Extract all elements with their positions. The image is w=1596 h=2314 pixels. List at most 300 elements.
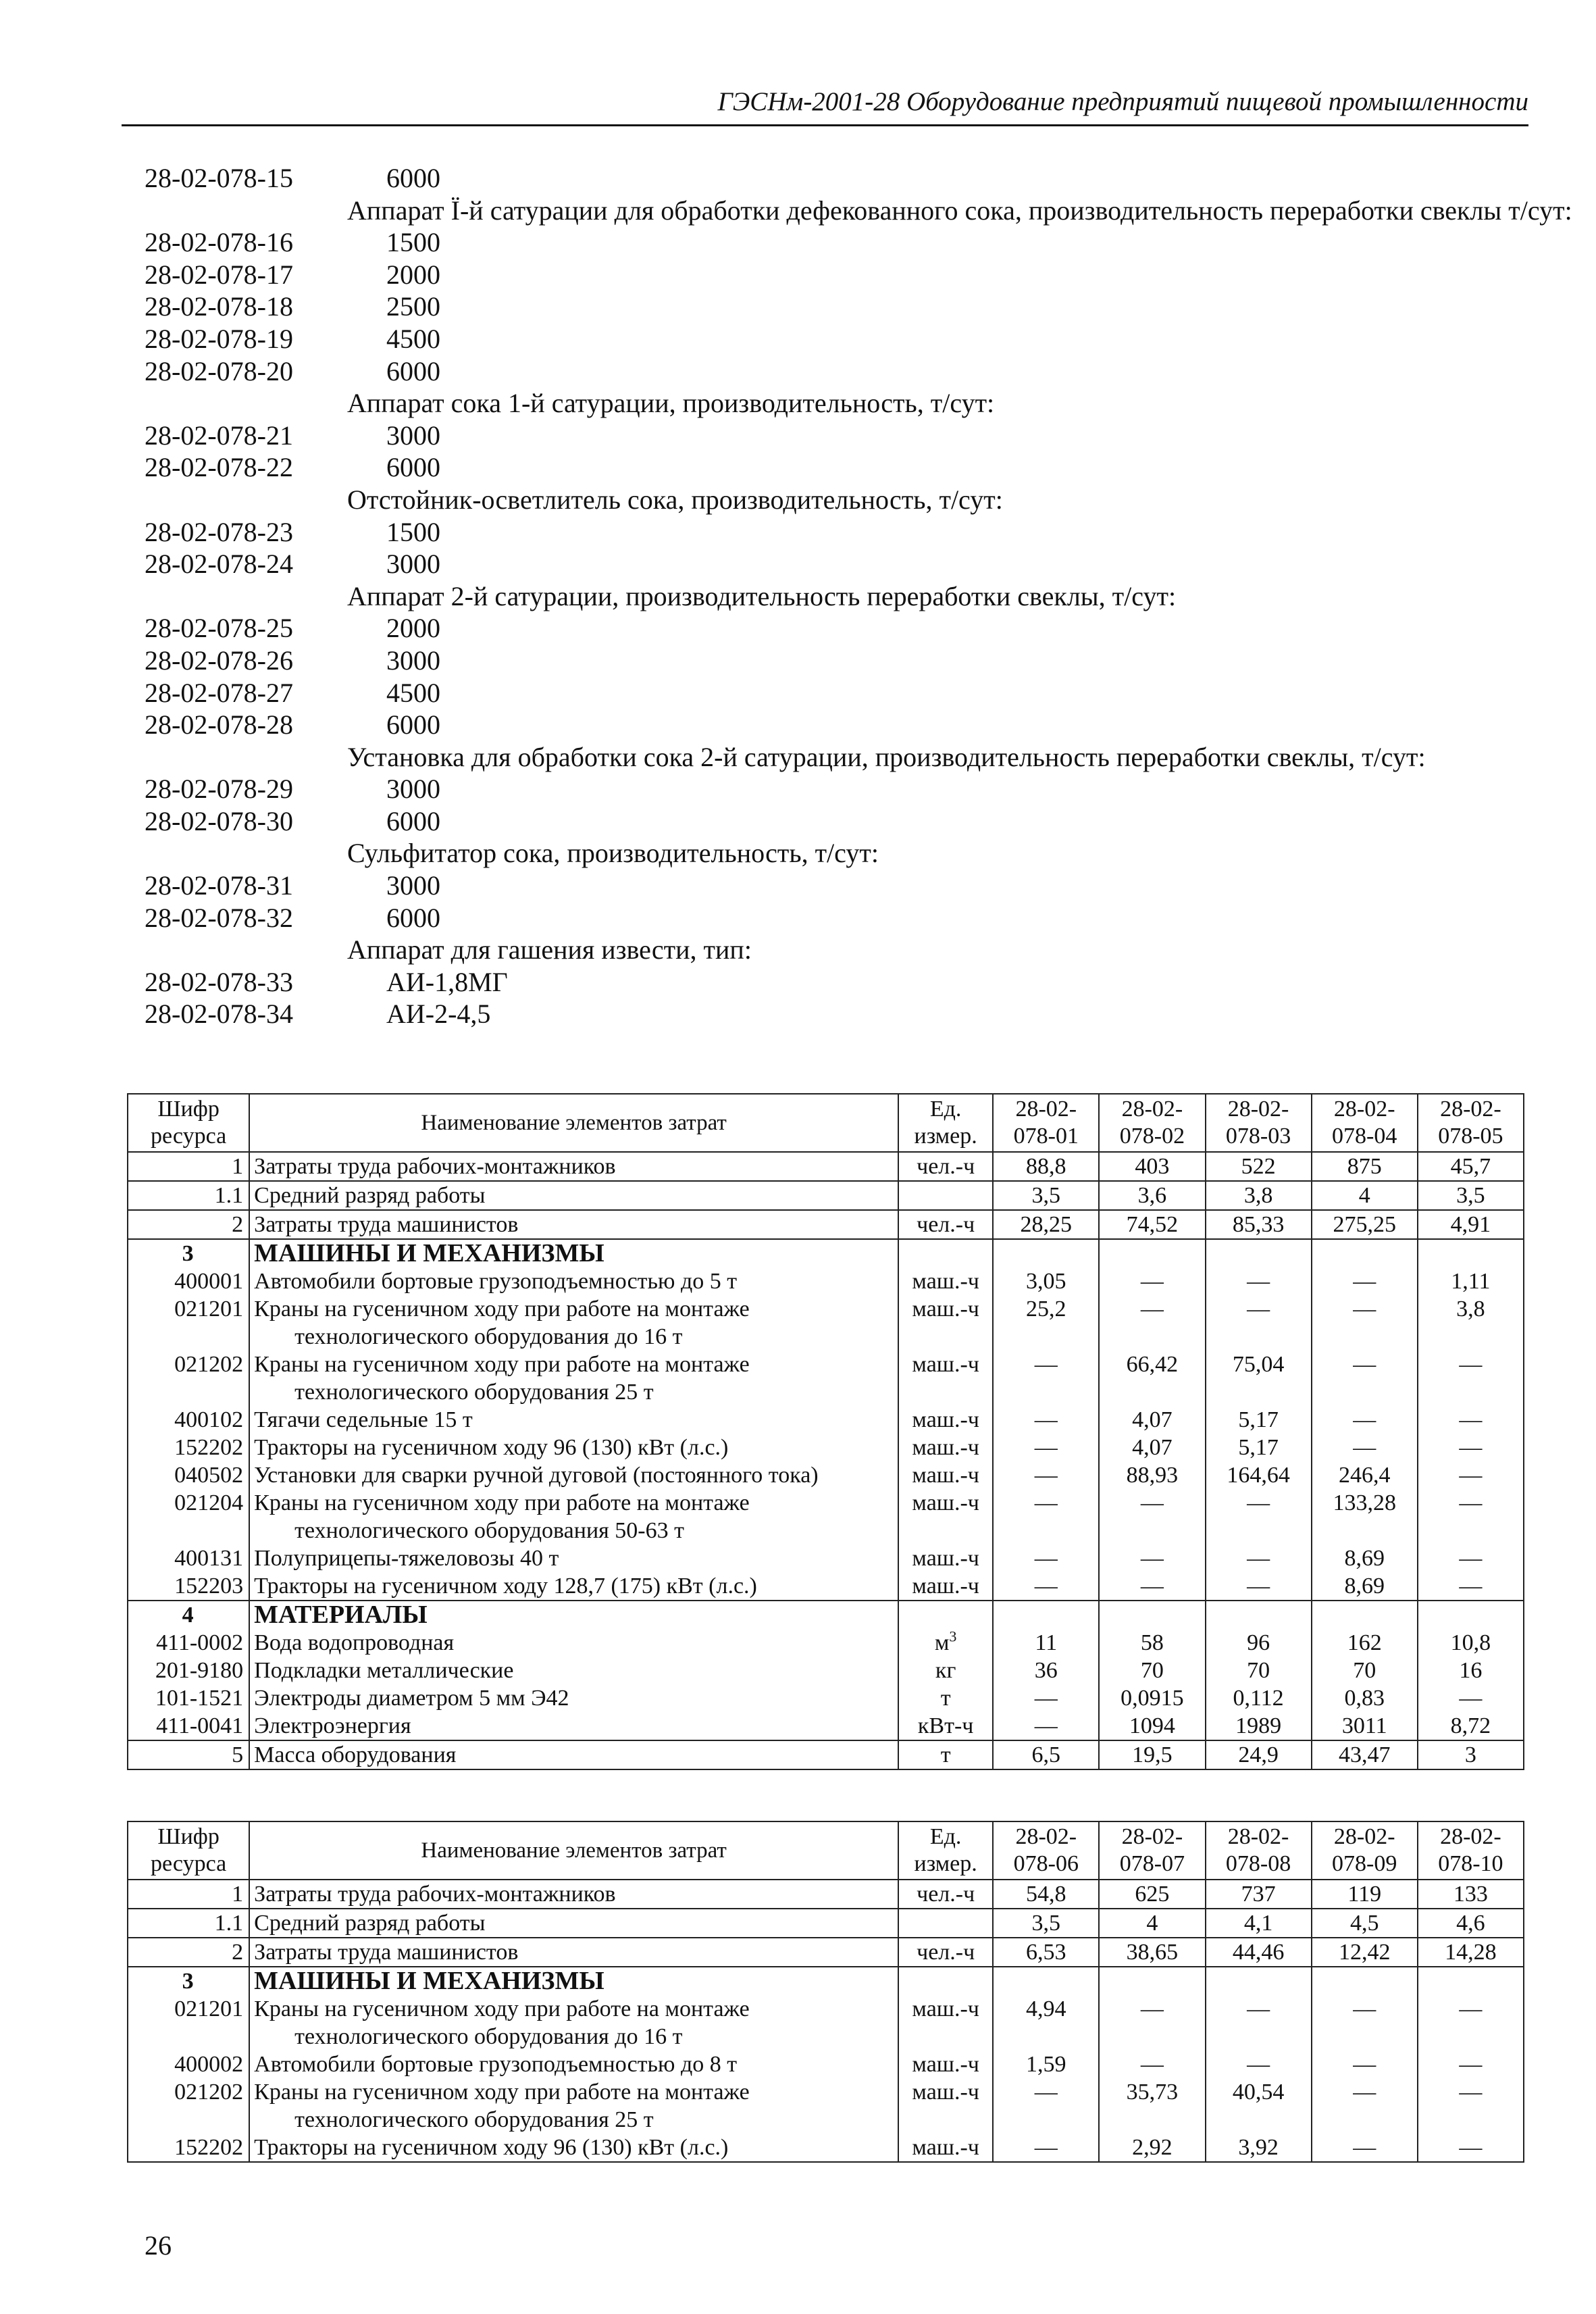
list-item-code: 28-02-078-17 (145, 259, 293, 290)
table-row (128, 1434, 1524, 1461)
list-item-value: 6000 (386, 805, 440, 836)
table-row (128, 1489, 1524, 1544)
unit-exponent: 3 (949, 1628, 957, 1645)
header-norm-code: 28-02-078-10 (1418, 1821, 1524, 1880)
value-cell: 162 (1312, 1629, 1418, 1657)
list-item (145, 548, 1596, 580)
unit-text: кг (935, 1658, 956, 1683)
value-cell: — (1418, 1434, 1524, 1461)
value-cell: 66,42 (1099, 1351, 1205, 1406)
value-cell: — (1099, 2051, 1205, 2078)
header-norm-code: 28-02-078-07 (1099, 1821, 1205, 1880)
list-item (145, 773, 1596, 805)
value-cell: 38,65 (1099, 1938, 1205, 1967)
value-cell (1312, 1601, 1418, 1629)
list-item-value: АИ-2-4,5 (386, 999, 491, 1030)
value-cell: — (1418, 1572, 1524, 1601)
list-item (145, 259, 1596, 291)
cost-element-name-line: Краны на гусеничном ходу при работе на монтаже (254, 2080, 750, 2105)
cost-element-name-continuation: технологического оборудования 25 т (294, 2107, 654, 2132)
cost-element-name-line: Автомобили бортовые грузоподъемностью до 8 т (254, 2052, 738, 2077)
header-norm-code: 28-02-078-01 (993, 1094, 1099, 1152)
list-item (145, 291, 1596, 323)
table-row (128, 1740, 1524, 1769)
value-cell: 875 (1312, 1152, 1418, 1181)
list-item-code: 28-02-078-25 (145, 613, 293, 644)
value-cell: — (1418, 2134, 1524, 2162)
value-cell: 737 (1206, 1880, 1312, 1909)
table-row (128, 1938, 1524, 1967)
list-heading-row (145, 484, 1596, 516)
list-heading: Установка для обработки сока 2-й сатурации, производительность переработки свеклы, т/сут: (347, 741, 1426, 772)
value-cell: 246,4 (1312, 1461, 1418, 1489)
list-item-code: 28-02-078-15 (145, 163, 293, 193)
unit-text: маш.-ч (912, 1435, 979, 1460)
cost-element-name (249, 1629, 898, 1657)
cost-element-name-continuation: технологического оборудования 50-63 т (294, 1518, 684, 1543)
header-norm-code: 28-02-078-02 (1099, 1094, 1205, 1152)
unit-of-measure (898, 1740, 993, 1769)
value-cell: 10,8 (1418, 1629, 1524, 1657)
unit-of-measure (898, 1239, 993, 1267)
unit-of-measure (898, 1572, 993, 1601)
list-heading-row (145, 580, 1596, 613)
list-heading-row (145, 741, 1596, 774)
cost-element-name (249, 1351, 898, 1406)
cost-element-name (249, 1406, 898, 1434)
cost-element-name (249, 1239, 898, 1267)
value-cell: 5,17 (1206, 1406, 1312, 1434)
list-item-value: 6000 (386, 902, 440, 933)
value-cell: — (1312, 1434, 1418, 1461)
value-cell (1099, 1967, 1205, 1995)
value-cell: — (1418, 1461, 1524, 1489)
list-item-code: 28-02-078-32 (145, 902, 293, 933)
list-item-code: 28-02-078-29 (145, 774, 293, 805)
value-cell: — (993, 2134, 1099, 2162)
cost-element-name (249, 1461, 898, 1489)
resource-code: 411-0041 (128, 1712, 249, 1740)
value-cell: 6,53 (993, 1938, 1099, 1967)
value-cell: 24,9 (1206, 1740, 1312, 1769)
value-cell: 4,07 (1099, 1434, 1205, 1461)
header-cost-element: Наименование элементов затрат (249, 1094, 898, 1152)
header-unit: Ед. измер. (898, 1821, 993, 1880)
unit-of-measure (898, 1880, 993, 1909)
list-item-code: 28-02-078-27 (145, 677, 293, 708)
value-cell: 4,1 (1206, 1909, 1312, 1938)
list-item-code: 28-02-078-28 (145, 709, 293, 740)
value-cell: 4,94 (993, 1995, 1099, 2051)
resource-code: 400001 (128, 1267, 249, 1295)
table-row (128, 2078, 1524, 2134)
unit-of-measure (898, 1544, 993, 1572)
unit-text: маш.-ч (912, 2052, 979, 2077)
cost-element-name-continuation: технологического оборудования до 16 т (294, 1324, 683, 1349)
value-cell: — (993, 2078, 1099, 2134)
cost-element-name-line: Средний разряд работы (254, 1911, 486, 1936)
list-item-value: 4500 (386, 677, 440, 708)
value-cell: 4,91 (1418, 1210, 1524, 1239)
list-item-code: 28-02-078-19 (145, 323, 293, 354)
list-heading: Аппарат сока 1-й сатурации, производительность, т/сут: (347, 388, 995, 419)
table-row (128, 1406, 1524, 1434)
value-cell: 3011 (1312, 1712, 1418, 1740)
value-cell: 85,33 (1206, 1210, 1312, 1239)
unit-text: чел.-ч (917, 1940, 975, 1965)
resource-code: 2 (128, 1938, 249, 1967)
cost-element-name-line: МАШИНЫ И МЕХАНИЗМЫ (254, 1239, 604, 1267)
value-cell: — (993, 1406, 1099, 1434)
list-item (145, 645, 1596, 677)
value-cell: — (993, 1351, 1099, 1406)
value-cell: 14,28 (1418, 1938, 1524, 1967)
resource-code: 152202 (128, 2134, 249, 2162)
value-cell: 19,5 (1099, 1740, 1205, 1769)
list-item-value: 6000 (386, 355, 440, 386)
unit-text: маш.-ч (912, 1546, 979, 1571)
value-cell: 0,83 (1312, 1684, 1418, 1712)
unit-of-measure (898, 2078, 993, 2134)
value-cell: 96 (1206, 1629, 1312, 1657)
resource-code: 021202 (128, 1351, 249, 1406)
cost-element-name (249, 1489, 898, 1544)
unit-text: маш.-ч (912, 1996, 979, 2021)
unit-text: маш.-ч (912, 2135, 979, 2160)
list-item (145, 226, 1596, 259)
list-item-value: 2500 (386, 291, 440, 322)
value-cell: — (1418, 1406, 1524, 1434)
value-cell: 3,8 (1206, 1181, 1312, 1210)
unit-text: маш.-ч (912, 1269, 979, 1294)
unit-of-measure (898, 1995, 993, 2051)
header-cost-element: Наименование элементов затрат (249, 1821, 898, 1880)
value-cell: — (1099, 1489, 1205, 1544)
table-row (128, 1880, 1524, 1909)
resource-code: 1.1 (128, 1909, 249, 1938)
value-cell: — (1312, 2051, 1418, 2078)
table-header-row (128, 1094, 1524, 1152)
list-item (145, 516, 1596, 549)
list-item-code: 28-02-078-34 (145, 999, 293, 1030)
value-cell: — (1418, 2051, 1524, 2078)
value-cell: 8,69 (1312, 1572, 1418, 1601)
value-cell (993, 1601, 1099, 1629)
cost-element-name-line: Масса оборудования (254, 1742, 457, 1767)
unit-of-measure (898, 1181, 993, 1210)
resource-code: 411-0002 (128, 1629, 249, 1657)
value-cell: — (1418, 1995, 1524, 2051)
list-heading-row (145, 837, 1596, 870)
value-cell: 28,25 (993, 1210, 1099, 1239)
unit-of-measure (898, 1909, 993, 1938)
table-row (128, 1657, 1524, 1684)
unit-text: маш.-ч (912, 1463, 979, 1488)
value-cell: — (1312, 2078, 1418, 2134)
header-rule (122, 124, 1528, 126)
unit-text: т (940, 1686, 951, 1711)
cost-element-name-line: Автомобили бортовые грузоподъемностью до 5 т (254, 1269, 738, 1294)
value-cell: 70 (1099, 1657, 1205, 1684)
value-cell: — (1099, 1544, 1205, 1572)
value-cell: — (993, 1489, 1099, 1544)
value-cell: 164,64 (1206, 1461, 1312, 1489)
value-cell: — (1206, 2051, 1312, 2078)
value-cell: 70 (1206, 1657, 1312, 1684)
value-cell: 3,5 (993, 1181, 1099, 1210)
header-norm-code: 28-02-078-04 (1312, 1094, 1418, 1152)
value-cell (1418, 1239, 1524, 1267)
table-row (128, 2051, 1524, 2078)
resource-code: 400102 (128, 1406, 249, 1434)
table-header-row (128, 1821, 1524, 1880)
value-cell: — (1312, 1406, 1418, 1434)
value-cell (1312, 1967, 1418, 1995)
value-cell: 2,92 (1099, 2134, 1205, 2162)
unit-of-measure (898, 1601, 993, 1629)
cost-element-name (249, 1967, 898, 1995)
cost-element-name (249, 1880, 898, 1909)
list-item-code: 28-02-078-31 (145, 870, 293, 901)
cost-element-name-line: Полуприцепы-тяжеловозы 40 т (254, 1546, 559, 1571)
cost-element-name (249, 2134, 898, 2162)
unit-text: маш.-ч (912, 1407, 979, 1432)
list-item (145, 902, 1596, 934)
list-item (145, 709, 1596, 741)
value-cell: 1989 (1206, 1712, 1312, 1740)
cost-element-name-line: МАШИНЫ И МЕХАНИЗМЫ (254, 1967, 604, 1995)
list-item (145, 355, 1596, 388)
value-cell: 54,8 (993, 1880, 1099, 1909)
unit-of-measure (898, 1967, 993, 1995)
list-heading: Аппарат для гашения извести, тип: (347, 934, 752, 965)
unit-of-measure (898, 1712, 993, 1740)
value-cell: 12,42 (1312, 1938, 1418, 1967)
value-cell: 625 (1099, 1880, 1205, 1909)
cost-element-name-line: Тракторы на гусеничном ходу 96 (130) кВт (л.с.) (254, 1435, 729, 1460)
table-row (128, 1544, 1524, 1572)
resource-code: 021204 (128, 1489, 249, 1544)
table-row (128, 1995, 1524, 2051)
value-cell: — (993, 1572, 1099, 1601)
cost-element-name-line: Тракторы на гусеничном ходу 128,7 (175) кВт (л.с.) (254, 1574, 757, 1599)
resource-code: 021201 (128, 1995, 249, 2051)
list-item-code: 28-02-078-21 (145, 420, 293, 451)
value-cell: — (1418, 1544, 1524, 1572)
unit-of-measure (898, 1938, 993, 1967)
value-cell: 6,5 (993, 1740, 1099, 1769)
value-cell: 1094 (1099, 1712, 1205, 1740)
cost-element-name (249, 2078, 898, 2134)
unit-text: т (940, 1742, 951, 1767)
resource-list (145, 162, 1596, 1030)
header-norm-code: 28-02-078-06 (993, 1821, 1099, 1880)
cost-element-name (249, 1740, 898, 1769)
value-cell: 36 (993, 1657, 1099, 1684)
cost-element-name-line: Вода водопроводная (254, 1630, 455, 1655)
list-item-value: 2000 (386, 613, 440, 644)
value-cell: — (993, 1461, 1099, 1489)
unit-of-measure (898, 1152, 993, 1181)
list-item-value: 3000 (386, 645, 440, 676)
header-norm-code: 28-02-078-05 (1418, 1094, 1524, 1152)
table-row (128, 1295, 1524, 1351)
cost-element-name-line: Средний разряд работы (254, 1183, 486, 1208)
value-cell: 16 (1418, 1657, 1524, 1684)
value-cell (1312, 1239, 1418, 1267)
value-cell: — (1206, 1295, 1312, 1351)
unit-text: маш.-ч (912, 1490, 979, 1515)
unit-of-measure (898, 1295, 993, 1351)
cost-element-name-line: Затраты труда рабочих-монтажников (254, 1154, 616, 1179)
cost-element-name (249, 1657, 898, 1684)
value-cell: — (993, 1434, 1099, 1461)
value-cell: 44,46 (1206, 1938, 1312, 1967)
value-cell: 3,5 (993, 1909, 1099, 1938)
list-item-value: 6000 (386, 163, 440, 193)
table-row (128, 1351, 1524, 1406)
value-cell: 43,47 (1312, 1740, 1418, 1769)
resource-code: 152203 (128, 1572, 249, 1601)
unit-of-measure (898, 1657, 993, 1684)
cost-element-name-line: Краны на гусеничном ходу при работе на монтаже (254, 1297, 750, 1322)
value-cell: 3,92 (1206, 2134, 1312, 2162)
resource-code: 2 (128, 1210, 249, 1239)
header-norm-code: 28-02-078-03 (1206, 1094, 1312, 1152)
value-cell: 3 (1418, 1740, 1524, 1769)
value-cell (1418, 1601, 1524, 1629)
value-cell: — (993, 1712, 1099, 1740)
value-cell: 74,52 (1099, 1210, 1205, 1239)
value-cell: 0,112 (1206, 1684, 1312, 1712)
list-item-value: 6000 (386, 452, 440, 483)
table-row (128, 1152, 1524, 1181)
cost-element-name (249, 2051, 898, 2078)
value-cell: — (993, 1544, 1099, 1572)
cost-element-name (249, 1295, 898, 1351)
list-item-code: 28-02-078-23 (145, 516, 293, 547)
unit-text: чел.-ч (917, 1882, 975, 1907)
list-item-value: 1500 (386, 516, 440, 547)
value-cell: 88,8 (993, 1152, 1099, 1181)
section-row (128, 1601, 1524, 1629)
value-cell (1206, 1239, 1312, 1267)
cost-element-name (249, 1601, 898, 1629)
table-row (128, 1712, 1524, 1740)
value-cell: 4 (1312, 1181, 1418, 1210)
value-cell: — (1312, 2134, 1418, 2162)
table-row (128, 1181, 1524, 1210)
list-item (145, 677, 1596, 709)
cost-element-name-line: Установки для сварки ручной дуговой (постоянного тока) (254, 1463, 819, 1488)
value-cell: 3,05 (993, 1267, 1099, 1295)
list-heading: Аппарат 2-й сатурации, производительность переработки свеклы, т/сут: (347, 580, 1177, 611)
value-cell: 3,5 (1418, 1181, 1524, 1210)
unit-text: маш.-ч (912, 1574, 979, 1599)
resource-code: 1 (128, 1880, 249, 1909)
list-item-code: 28-02-078-24 (145, 549, 293, 580)
list-item (145, 162, 1596, 195)
cost-table-1 (127, 1093, 1524, 1770)
value-cell: 403 (1099, 1152, 1205, 1181)
cost-element-name-line: Подкладки металлические (254, 1658, 514, 1683)
table-row (128, 1629, 1524, 1657)
value-cell: — (1312, 1995, 1418, 2051)
resource-code: 1 (128, 1152, 249, 1181)
unit-of-measure (898, 1210, 993, 1239)
list-item-value: 4500 (386, 323, 440, 354)
value-cell: 119 (1312, 1880, 1418, 1909)
list-item-code: 28-02-078-26 (145, 645, 293, 676)
table-row (128, 2134, 1524, 2162)
cost-element-name (249, 1434, 898, 1461)
unit-of-measure (898, 2134, 993, 2162)
value-cell: — (1312, 1351, 1418, 1406)
resource-code: 021201 (128, 1295, 249, 1351)
value-cell: — (1099, 1267, 1205, 1295)
value-cell: 45,7 (1418, 1152, 1524, 1181)
resource-code: 3 (128, 1967, 249, 1995)
list-item-code: 28-02-078-16 (145, 227, 293, 258)
value-cell: 11 (993, 1629, 1099, 1657)
cost-element-name-line: МАТЕРИАЛЫ (254, 1601, 428, 1629)
list-item-value: 3000 (386, 774, 440, 805)
value-cell: — (1312, 1267, 1418, 1295)
list-item-code: 28-02-078-18 (145, 291, 293, 322)
table-row (128, 1684, 1524, 1712)
unit-text: чел.-ч (917, 1154, 975, 1179)
unit-text: маш.-ч (912, 1297, 979, 1322)
value-cell: 3,6 (1099, 1181, 1205, 1210)
resource-code: 021202 (128, 2078, 249, 2134)
value-cell (993, 1239, 1099, 1267)
list-item-value: 6000 (386, 709, 440, 740)
value-cell (1206, 1967, 1312, 1995)
running-header: ГЭСНм-2001-28 Оборудование предприятий пищевой промышленности (717, 87, 1528, 116)
value-cell: 4,6 (1418, 1909, 1524, 1938)
value-cell (1418, 1967, 1524, 1995)
resource-code: 3 (128, 1239, 249, 1267)
value-cell: — (1206, 1544, 1312, 1572)
list-heading-row (145, 195, 1596, 227)
unit-of-measure (898, 1406, 993, 1434)
value-cell: 1,59 (993, 2051, 1099, 2078)
list-item (145, 805, 1596, 838)
section-row (128, 1967, 1524, 1995)
cost-element-name (249, 1210, 898, 1239)
cost-element-name (249, 1572, 898, 1601)
table-row (128, 1909, 1524, 1938)
value-cell (1206, 1601, 1312, 1629)
cost-element-name (249, 1684, 898, 1712)
cost-table-2 (127, 1821, 1524, 2163)
value-cell: 75,04 (1206, 1351, 1312, 1406)
list-heading: Сульфитатор сока, производительность, т/сут: (347, 838, 879, 869)
value-cell: 70 (1312, 1657, 1418, 1684)
list-item-value: 3000 (386, 870, 440, 901)
section-row (128, 1239, 1524, 1267)
cost-element-name (249, 1995, 898, 2051)
value-cell: — (1099, 1295, 1205, 1351)
value-cell: — (1206, 1572, 1312, 1601)
cost-element-name-line: Тягачи седельные 15 т (254, 1407, 473, 1432)
value-cell: 4 (1099, 1909, 1205, 1938)
value-cell: 133,28 (1312, 1489, 1418, 1544)
value-cell: — (993, 1684, 1099, 1712)
value-cell: — (1099, 1995, 1205, 2051)
value-cell: 58 (1099, 1629, 1205, 1657)
value-cell: 8,72 (1418, 1712, 1524, 1740)
